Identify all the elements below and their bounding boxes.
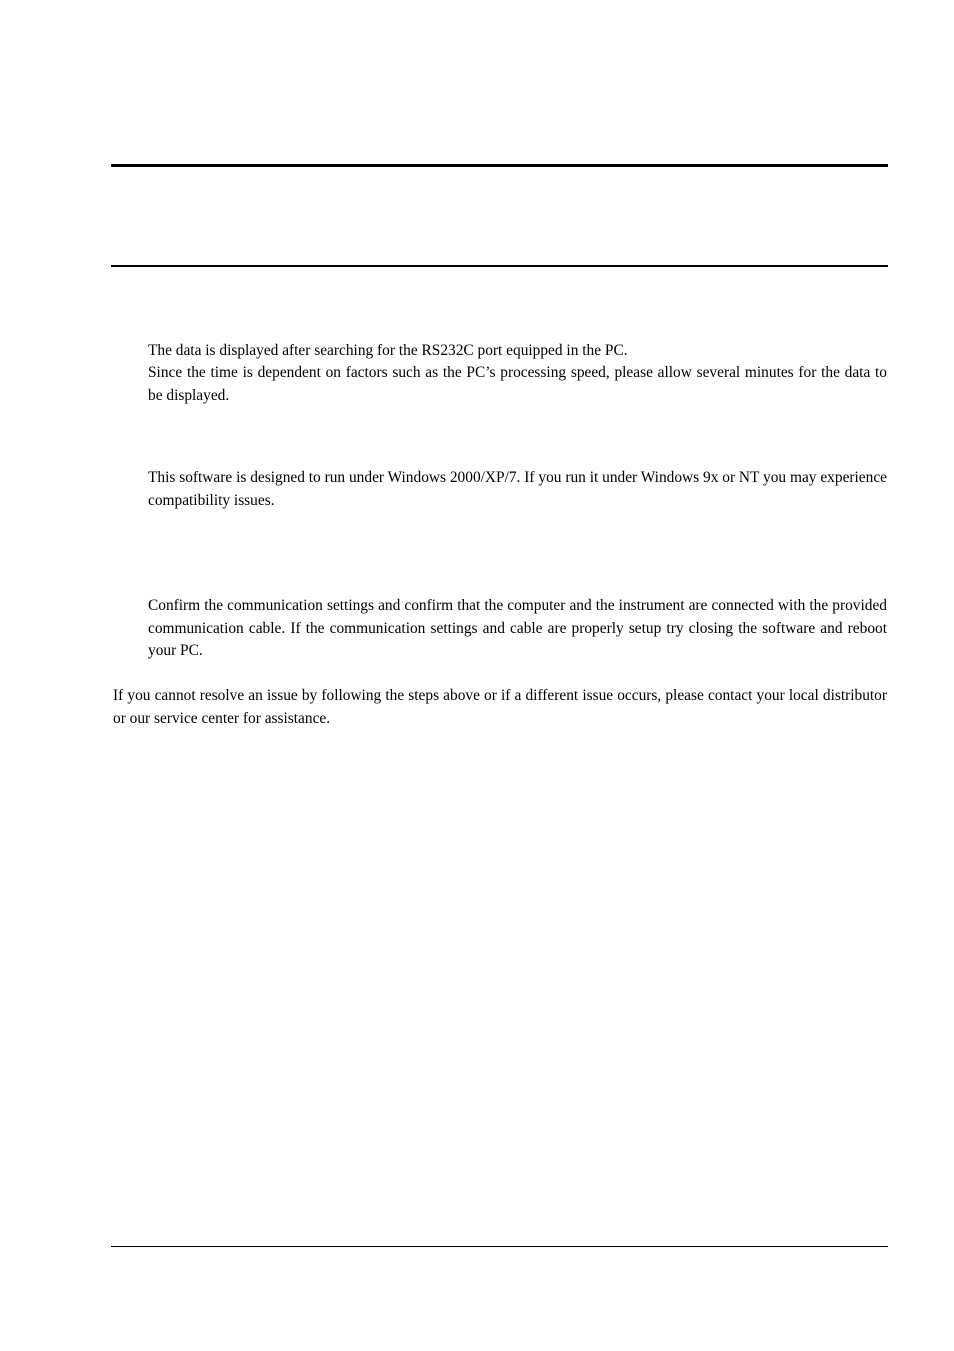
paragraph-processing-time: Since the time is dependent on factors such as the PC’s processing speed, please allow several minutes for the data to be displayed.	[148, 364, 887, 404]
paragraph-port-search: The data is displayed after searching for the RS232C port equipped in the PC.	[148, 342, 628, 359]
header-rule-bottom	[111, 265, 888, 267]
footer-rule	[111, 1246, 888, 1247]
paragraph-os-compatibility: This software is designed to run under Windows 2000/XP/7. If you run it under Windows 9x or NT you may experience compatibility issues.	[148, 469, 887, 509]
header-rule-top	[111, 164, 888, 167]
paragraph-communication-settings: Confirm the communication settings and confirm that the computer and the instrument are connected with the provided communication cable. If the communication settings and cable are properly setup try closing the software and reboot your PC.	[148, 597, 887, 659]
paragraph-contact-support: If you cannot resolve an issue by following the steps above or if a different issue occurs, please contact your local distributor or our service center for assistance.	[113, 687, 887, 727]
